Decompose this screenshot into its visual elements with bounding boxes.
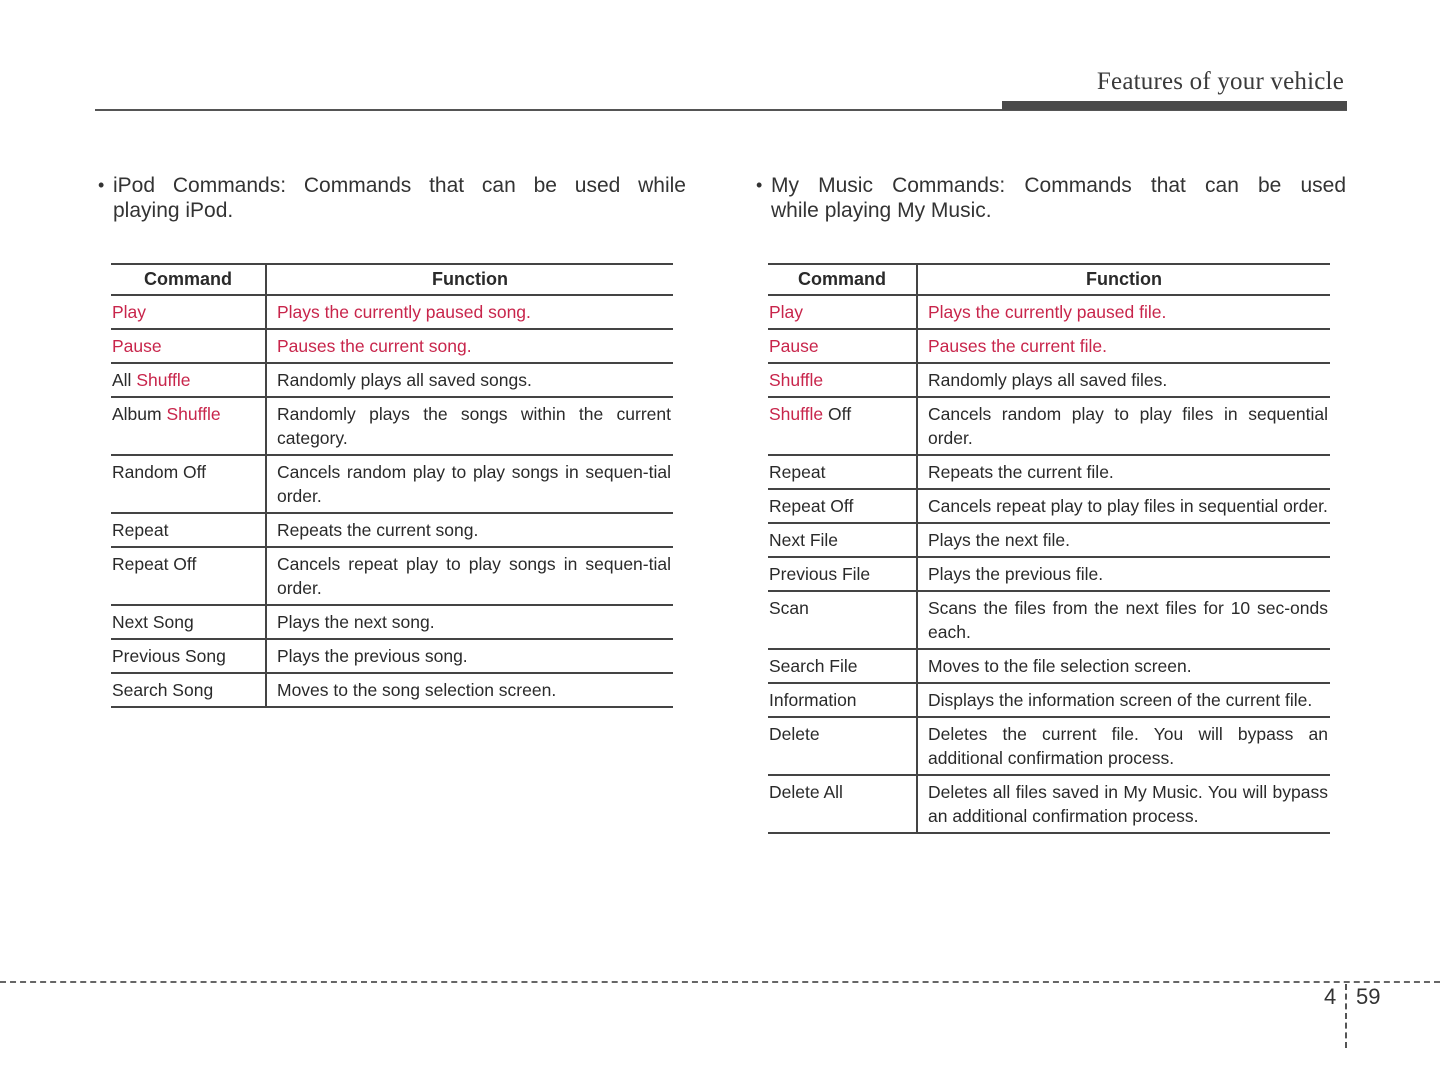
function-cell: Plays the previous file. (917, 557, 1330, 591)
command-highlight: Shuffle (166, 404, 221, 424)
table-row (111, 639, 673, 673)
table-row (111, 547, 673, 605)
function-cell: Displays the information screen of the current file. (917, 683, 1330, 717)
command-text: Next Song (112, 612, 194, 632)
bullet-icon: • (98, 175, 105, 195)
function-cell: Randomly plays all saved files. (917, 363, 1330, 397)
command-text: Search Song (112, 680, 214, 700)
function-cell: Scans the files from the next files for 10 sec-onds each. (917, 591, 1330, 649)
table-row (768, 557, 1330, 591)
intro-ipod (98, 173, 686, 223)
command-cell (111, 363, 266, 397)
table-row (768, 295, 1330, 329)
command-cell (111, 605, 266, 639)
function-cell: Moves to the file selection screen. (917, 649, 1330, 683)
command-cell (111, 639, 266, 673)
function-cell: Pauses the current file. (917, 329, 1330, 363)
function-cell: Randomly plays all saved songs. (266, 363, 673, 397)
table-row (111, 605, 673, 639)
command-text: Repeat Off (112, 554, 197, 574)
command-text: Scan (769, 598, 809, 618)
function-cell: Plays the previous song. (266, 639, 673, 673)
chapter-number: 4 (1324, 984, 1337, 1009)
function-cell: Plays the currently paused song. (266, 295, 673, 329)
function-cell: Cancels repeat play to play songs in sequen-tial order. (266, 547, 673, 605)
command-text: Previous Song (112, 646, 226, 666)
command-cell (768, 683, 917, 717)
table-row (768, 649, 1330, 683)
command-cell (768, 295, 917, 329)
command-text: Next File (769, 530, 839, 550)
command-cell (111, 295, 266, 329)
page-number-divider (1345, 984, 1347, 1048)
command-cell (768, 649, 917, 683)
command-text: Delete (769, 724, 820, 744)
ipod-commands-table (111, 263, 673, 708)
command-text: Information (769, 690, 857, 710)
table-header-row (111, 264, 673, 295)
command-cell (768, 717, 917, 775)
command-highlight: Shuffle (769, 404, 824, 424)
command-text: Album (112, 404, 167, 424)
function-cell: Deletes the current file. You will bypass an additional confirmation process. (917, 717, 1330, 775)
table-header-row (768, 264, 1330, 295)
command-cell (768, 397, 917, 455)
table-row (768, 397, 1330, 455)
table-row (768, 775, 1330, 833)
function-cell: Plays the next file. (917, 523, 1330, 557)
command-highlight: Shuffle (136, 370, 191, 390)
table-row (768, 455, 1330, 489)
header-accent-bar (1002, 101, 1347, 110)
function-cell: Repeats the current file. (917, 455, 1330, 489)
command-text: Previous File (769, 564, 871, 584)
command-highlight: Pause (112, 336, 162, 356)
table-row (768, 591, 1330, 649)
command-highlight: Play (769, 302, 804, 322)
command-text: All (112, 370, 137, 390)
intro-ipod-line1: iPod Commands: Commands that can be used while (113, 174, 686, 197)
table-row (768, 329, 1330, 363)
command-cell (111, 673, 266, 707)
column-header-function: Function (266, 264, 673, 295)
function-cell: Randomly plays the songs within the current category. (266, 397, 673, 455)
function-cell: Plays the next song. (266, 605, 673, 639)
column-header-command: Command (768, 264, 917, 295)
table-row (111, 363, 673, 397)
intro-my-music (756, 173, 1346, 223)
column-header-command: Command (111, 264, 266, 295)
command-cell (768, 363, 917, 397)
command-text: Delete All (769, 782, 843, 802)
command-cell (111, 455, 266, 513)
table-row (768, 363, 1330, 397)
table-row (111, 397, 673, 455)
command-text: Repeat (112, 520, 169, 540)
table-row (768, 717, 1330, 775)
command-cell (768, 329, 917, 363)
table-row (111, 329, 673, 363)
command-cell (768, 523, 917, 557)
command-highlight: Play (112, 302, 147, 322)
command-cell (111, 547, 266, 605)
command-cell (768, 591, 917, 649)
intro-my-music-line2: while playing My Music. (771, 199, 992, 222)
page-number: 59 (1356, 984, 1381, 1009)
command-highlight: Pause (769, 336, 819, 356)
function-cell: Deletes all files saved in My Music. You will bypass an additional confirmation process. (917, 775, 1330, 833)
function-cell: Cancels repeat play to play files in sequential order. (917, 489, 1330, 523)
intro-my-music-line1: My Music Commands: Commands that can be used (771, 174, 1346, 197)
command-text: Random Off (112, 462, 207, 482)
footer-dashed-rule (0, 981, 1440, 983)
page-header-title: Features of your vehicle (1096, 68, 1344, 95)
intro-ipod-line2: playing iPod. (113, 199, 234, 222)
table-row (111, 295, 673, 329)
command-cell (768, 489, 917, 523)
table-row (111, 673, 673, 707)
column-header-function: Function (917, 264, 1330, 295)
command-cell (111, 397, 266, 455)
function-cell: Pauses the current song. (266, 329, 673, 363)
table-row (768, 683, 1330, 717)
command-highlight: Shuffle (769, 370, 824, 390)
table-row (768, 523, 1330, 557)
command-text: Off (823, 404, 852, 424)
table-row (111, 455, 673, 513)
command-cell (768, 455, 917, 489)
function-cell: Cancels random play to play files in sequential order. (917, 397, 1330, 455)
command-cell (768, 775, 917, 833)
command-text: Repeat (769, 462, 826, 482)
command-text: Repeat Off (769, 496, 854, 516)
table-row (768, 489, 1330, 523)
my-music-commands-table (768, 263, 1330, 834)
command-text: Search File (769, 656, 858, 676)
function-cell: Plays the currently paused file. (917, 295, 1330, 329)
table-row (111, 513, 673, 547)
command-cell (768, 557, 917, 591)
command-cell (111, 513, 266, 547)
function-cell: Moves to the song selection screen. (266, 673, 673, 707)
bullet-icon: • (756, 175, 763, 195)
function-cell: Cancels random play to play songs in sequen-tial order. (266, 455, 673, 513)
command-cell (111, 329, 266, 363)
function-cell: Repeats the current song. (266, 513, 673, 547)
